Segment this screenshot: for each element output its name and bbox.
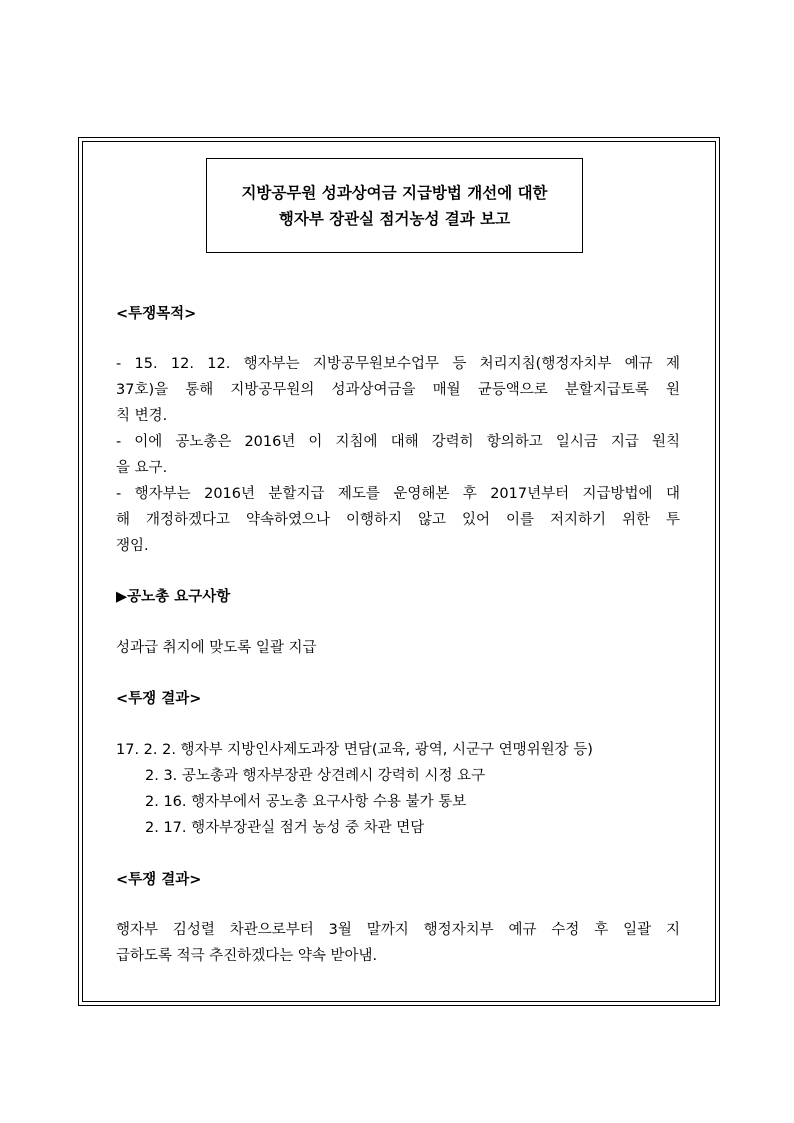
- purpose-line: 을 요구.: [116, 460, 168, 476]
- result-heading: <투쟁 결과>: [116, 872, 202, 888]
- result-line: 행자부 김성렬 차관으로부터 3월 말까지 행정자치부 예규 수정 후 일괄 지: [116, 922, 680, 938]
- purpose-heading: <투쟁목적>: [116, 306, 197, 322]
- progress-item: 2. 16. 행자부에서 공노총 요구사항 수용 불가 통보: [145, 794, 467, 810]
- progress-item: 2. 3. 공노총과 행자부장관 상견례시 강력히 시정 요구: [145, 768, 486, 784]
- demands-heading: ▶공노총 요구사항: [116, 589, 231, 605]
- purpose-line: 37호)을 통해 지방공무원의 성과상여금을 매월 균등액으로 분할지급토록 원: [116, 382, 680, 398]
- result-line: 급하도록 적극 추진하겠다는 약속 받아냄.: [116, 948, 378, 964]
- title-line-2: 행자부 장관실 점거농성 결과 보고: [278, 210, 511, 228]
- progress-item: 2. 17. 행자부장관실 점거 농성 중 차관 면담: [145, 820, 425, 836]
- progress-item: 17. 2. 2. 행자부 지방인사제도과장 면담(교육, 광역, 시군구 연맹위원장 등): [116, 742, 593, 758]
- demands-text: 성과급 취지에 맞도록 일괄 지급: [116, 640, 317, 656]
- purpose-line: 칙 변경.: [116, 408, 168, 424]
- title-line-1: 지방공무원 성과상여금 지급방법 개선에 대한: [241, 184, 548, 202]
- progress-heading: <투쟁 결과>: [116, 691, 202, 707]
- purpose-line: - 이에 공노총은 2016년 이 지침에 대해 강력히 항의하고 일시금 지급 원칙: [116, 434, 680, 450]
- purpose-line: 해 개정하겠다고 약속하였으나 이행하지 않고 있어 이를 저지하기 위한 투: [116, 512, 680, 528]
- purpose-line: - 15. 12. 12. 행자부는 지방공무원보수업무 등 처리지침(행정자치부 예규 제: [116, 356, 680, 372]
- purpose-line: - 행자부는 2016년 분할지급 제도를 운영해본 후 2017년부터 지급방법에 대: [116, 486, 680, 502]
- purpose-line: 쟁임.: [116, 538, 149, 554]
